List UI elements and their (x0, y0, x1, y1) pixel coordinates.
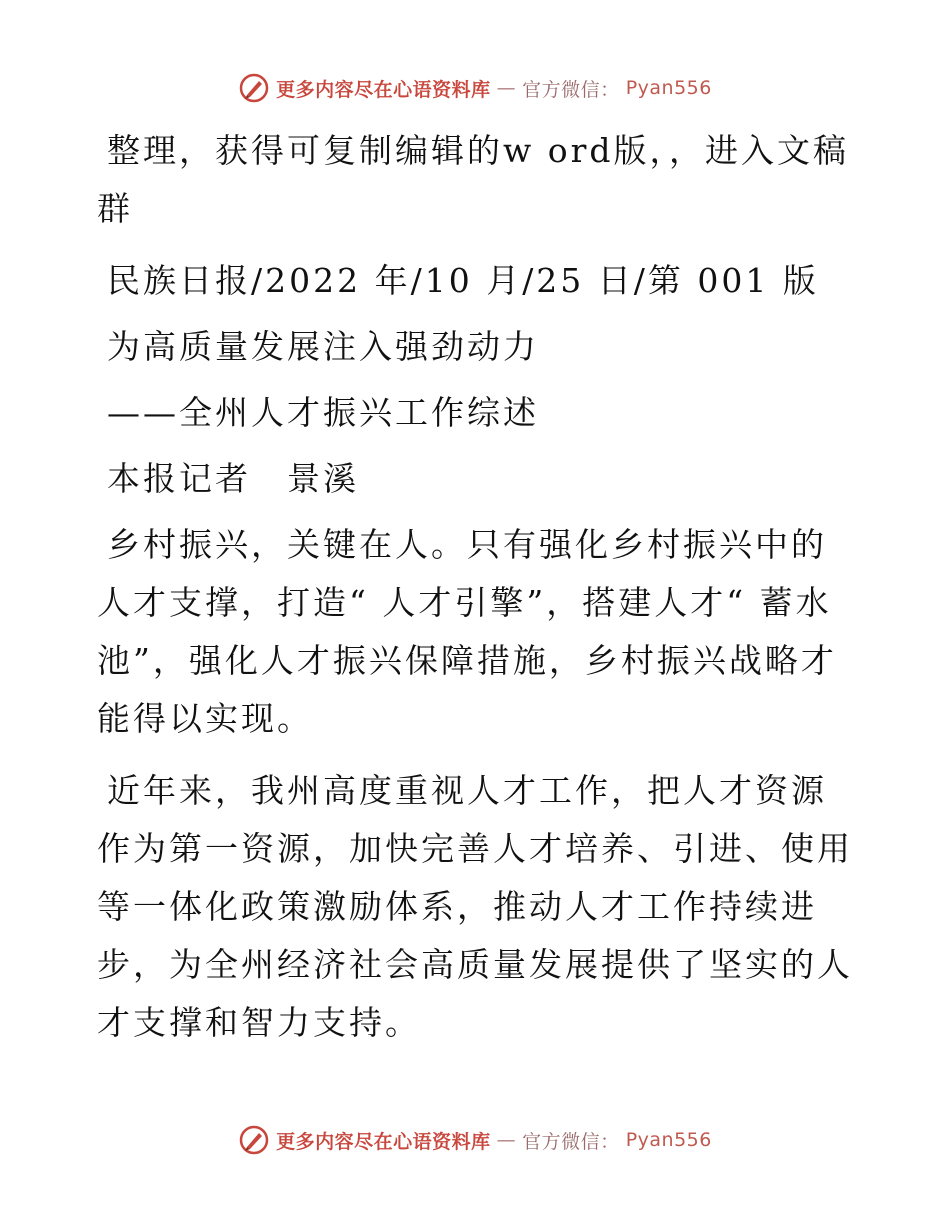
intro-line: 整理，获得可复制编辑的w ord版，，进入文稿群 (97, 131, 850, 228)
pen-circle-icon (238, 72, 270, 104)
paragraph-2: 近年来，我州高度重视人才工作，把人才资源作为第一资源，加快完善人才培养、引进、使用等一体化政策激励体系，推动人才工作持续进步，为全州经济社会高质量发展提供了坚实的人才支撑和智力支持。 (97, 771, 853, 1042)
watermark-rest-text: 官方微信： (522, 78, 620, 101)
watermark-separator: — (496, 77, 517, 99)
header-watermark (0, 72, 950, 104)
watermark-account: Pyan556 (625, 1129, 712, 1151)
watermark-rest-text: 官方微信： (522, 1130, 620, 1153)
watermark-main-text: 更多内容尽在心语资料库 (276, 1130, 491, 1153)
byline: 本报记者 景溪 (107, 459, 359, 498)
footer-watermark (0, 1124, 950, 1156)
document-body (97, 122, 857, 1066)
paragraph-1: 乡村振兴，关键在人。只有强化乡村振兴中的人才支撑，打造“ 人才引擎”，搭建人才“ 蓄水池”，强化人才振兴保障措施，乡村振兴战略才能得以实现。 (97, 525, 837, 738)
watermark-account: Pyan556 (625, 77, 712, 99)
source-line: 民族日报/2022 年/10 月/25 日/第 001 版 (107, 261, 819, 300)
subheadline: ——全州人才振兴工作综述 (107, 393, 539, 432)
headline: 为高质量发展注入强劲动力 (107, 327, 539, 366)
watermark-separator: — (496, 1129, 517, 1151)
watermark-main-text: 更多内容尽在心语资料库 (276, 78, 491, 101)
pen-circle-icon (238, 1124, 270, 1156)
